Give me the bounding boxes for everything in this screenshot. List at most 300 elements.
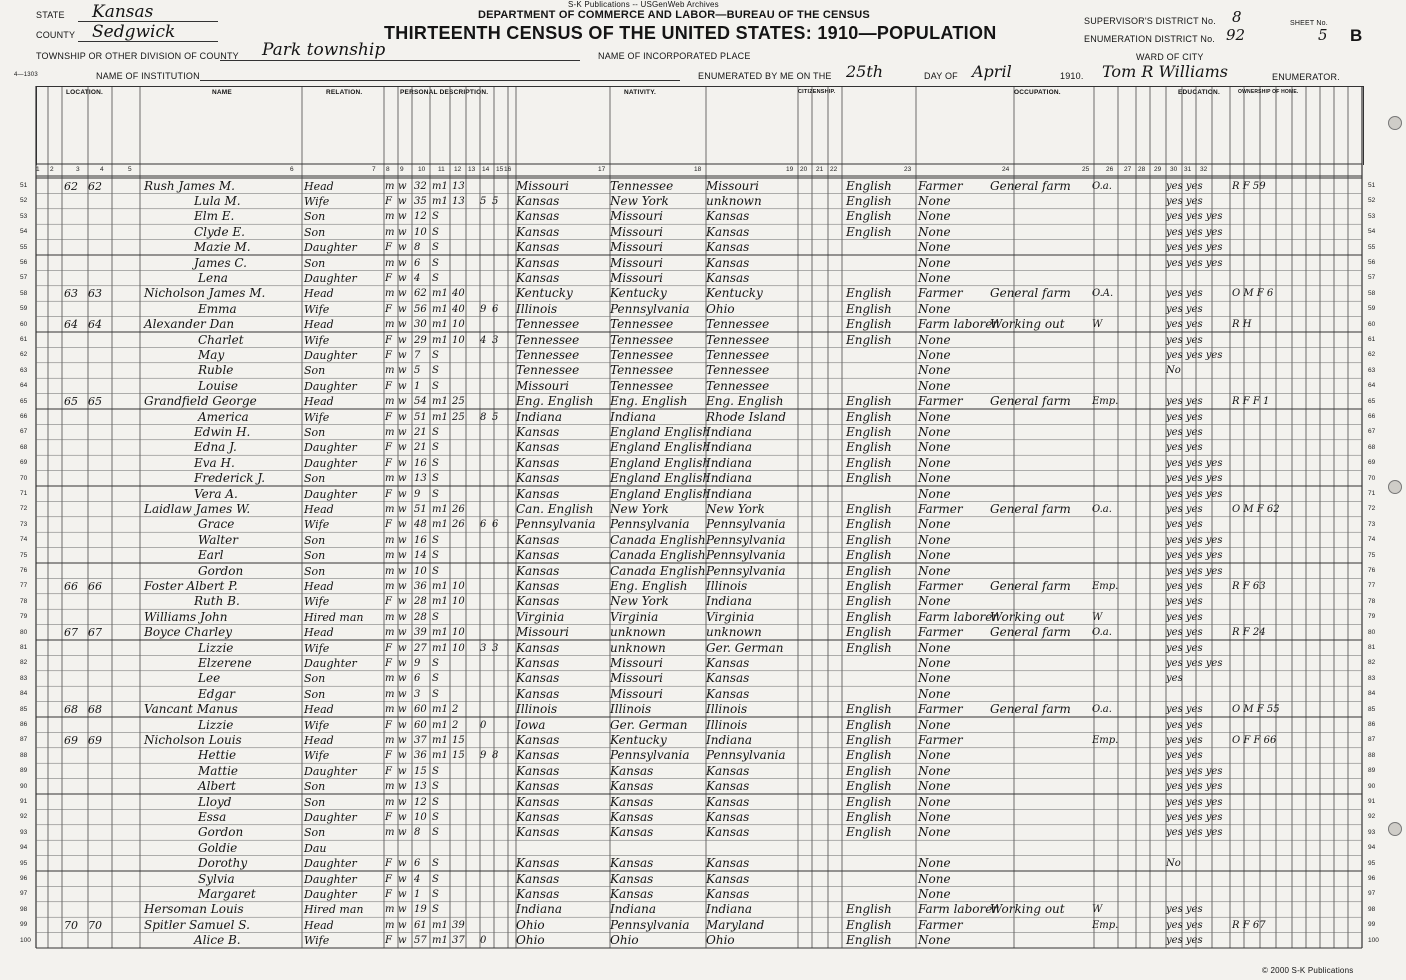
cell-age: 10: [414, 811, 427, 823]
line-number-left: 70: [20, 474, 28, 482]
cell-edu: yes yes: [1166, 719, 1203, 731]
cell-own: O M F 6: [1232, 288, 1274, 300]
incorporated-label: NAME OF INCORPORATED PLACE: [598, 51, 751, 61]
enumeration-day: 25th: [846, 62, 884, 81]
cell-pob: Kansas: [516, 424, 560, 439]
cell-yrs: 10: [452, 596, 465, 608]
cell-age: 21: [414, 426, 427, 438]
cell-own: R F 59: [1232, 180, 1266, 192]
cell-ms: S: [432, 226, 439, 238]
cell-name: Rush James M.: [144, 178, 235, 193]
cell-cls: Emp.: [1092, 580, 1119, 592]
cell-born: 4: [480, 334, 487, 346]
cell-rel: Son: [304, 826, 326, 840]
cell-ms: m1: [432, 750, 448, 762]
cell-race: w: [398, 796, 407, 808]
enumeration-month: April: [972, 62, 1012, 81]
cell-ms: S: [432, 565, 439, 577]
cell-rel: Son: [304, 687, 326, 701]
line-number-right: 85: [1368, 705, 1376, 713]
cell-edu: yes yes yes: [1166, 242, 1223, 254]
cell-liv: 5: [492, 411, 499, 423]
cell-age: 16: [414, 457, 427, 469]
line-number-left: 56: [20, 259, 28, 266]
census-title: THIRTEENTH CENSUS OF THE UNITED STATES: 1910—POPULATION: [384, 23, 997, 43]
cell-name: Edna J.: [194, 440, 237, 455]
cell-rel: Son: [304, 364, 326, 378]
cell-name: James C.: [194, 255, 247, 270]
cell-mpob: Kansas: [706, 871, 750, 886]
state-value: Kansas: [92, 2, 154, 22]
line-number-left: 67: [20, 428, 28, 436]
cell-ms: S: [432, 858, 439, 870]
cell-age: 6: [414, 858, 421, 870]
cell-pob: Kansas: [516, 270, 560, 285]
cell-sex: m: [385, 226, 395, 238]
cell-fpob: Kansas: [610, 809, 654, 824]
cell-ms: m1: [432, 180, 448, 192]
cell-occ: Farm laborer: [918, 902, 999, 917]
cell-name: Edgar: [198, 686, 236, 701]
cell-pob: Missouri: [516, 625, 569, 640]
cell-age: 10: [414, 226, 427, 238]
cell-ms: m1: [432, 596, 448, 608]
cell-race: w: [398, 519, 407, 531]
cell-occ: Farmer: [918, 501, 963, 516]
cell-pob: Missouri: [516, 178, 569, 193]
cell-race: w: [398, 257, 407, 269]
cell-race: w: [398, 473, 407, 485]
cell-age: 27: [414, 642, 427, 654]
column-number: 7: [372, 166, 376, 173]
cell-rel: Wife: [304, 595, 330, 609]
cell-edu: yes yes yes: [1166, 257, 1223, 269]
cell-sex: F: [385, 519, 392, 531]
cell-edu: yes yes yes: [1166, 211, 1223, 223]
cell-ms: S: [432, 811, 439, 823]
cell-occ: Farmer: [918, 625, 963, 640]
line-number-right: 82: [1368, 659, 1376, 667]
cell-lang: English: [846, 409, 892, 424]
cell-edu: yes yes yes: [1166, 827, 1223, 839]
cell-edu: yes yes yes: [1166, 781, 1223, 793]
cell-occ: Farmer: [918, 178, 963, 193]
cell-age: 6: [414, 257, 421, 269]
cell-age: 15: [414, 765, 427, 777]
cell-yrs: 25: [452, 396, 465, 408]
cell-rel: Son: [304, 225, 326, 239]
cell-pob: Kansas: [516, 763, 560, 778]
line-number-right: 73: [1368, 520, 1376, 528]
cell-lang: English: [846, 625, 892, 640]
cell-age: 1: [414, 380, 421, 392]
cell-fpob: Virginia: [610, 609, 659, 624]
cell-mpob: Kansas: [706, 655, 750, 670]
line-number-right: 75: [1368, 551, 1376, 559]
cell-rel: Daughter: [304, 379, 357, 393]
group-personal: PERSONAL DESCRIPTION.: [400, 89, 489, 96]
cell-edu: yes yes: [1166, 396, 1203, 408]
cell-lang: English: [846, 917, 892, 932]
cell-mpob: Kentucky: [706, 286, 763, 301]
cell-name: Grandfield George: [144, 394, 257, 409]
sheet-side: B: [1350, 26, 1363, 45]
cell-ms: S: [432, 380, 439, 392]
cell-fpob: Tennessee: [610, 332, 674, 347]
cell-rel: Head: [304, 626, 334, 640]
cell-ms: S: [432, 888, 439, 900]
line-number-left: 86: [20, 721, 28, 728]
cell-cls: O.a.: [1092, 704, 1112, 716]
cell-pob: Kansas: [516, 193, 560, 208]
cell-own: O M F 62: [1232, 503, 1280, 515]
cell-ms: m1: [432, 503, 448, 515]
cell-sex: F: [385, 272, 392, 284]
cell-rel: Daughter: [304, 810, 357, 824]
column-number: 2: [50, 166, 54, 173]
cell-pob: Eng. English: [516, 394, 594, 409]
cell-occ: None: [918, 809, 951, 824]
cell-lang: English: [846, 594, 892, 609]
line-number-left: 60: [20, 320, 28, 328]
cell-own: O F F 66: [1232, 734, 1277, 746]
cell-yrs: 37: [452, 935, 465, 947]
line-number-left: 93: [20, 828, 28, 836]
cell-lang: English: [846, 424, 892, 439]
cell-yrs: 13: [452, 195, 465, 207]
cell-sex: m: [385, 473, 395, 485]
line-number-left: 63: [20, 366, 28, 374]
cell-yrs: 25: [452, 411, 465, 423]
cell-mpob: Pennsylvania: [706, 748, 786, 763]
cell-rel: Hired man: [304, 903, 364, 917]
cell-pob: Kansas: [516, 732, 560, 747]
cell-name: Lee: [198, 671, 221, 686]
state-label: STATE: [36, 10, 65, 20]
cell-race: w: [398, 781, 407, 793]
cell-sex: m: [385, 796, 395, 808]
cell-sex: m: [385, 781, 395, 793]
line-number-left: 52: [20, 197, 28, 205]
cell-lang: English: [846, 193, 892, 208]
cell-lang: English: [846, 794, 892, 809]
cell-mpob: Kansas: [706, 856, 750, 871]
cell-pob: Tennessee: [516, 347, 580, 362]
cell-mpob: Kansas: [706, 794, 750, 809]
cell-fpob: England English: [610, 424, 711, 439]
cell-name: Eva H.: [194, 455, 235, 470]
cell-ms: m1: [432, 411, 448, 423]
cell-rel: Daughter: [304, 241, 357, 255]
cell-age: 62: [414, 288, 427, 300]
cell-born: 8: [480, 411, 487, 423]
cell-pob: Kansas: [516, 548, 560, 563]
column-number: 10: [418, 166, 426, 173]
cell-own: R F 63: [1232, 580, 1266, 592]
cell-occ: Farm laborer: [918, 609, 999, 624]
cell-pob: Kansas: [516, 871, 560, 886]
cell-mpob: Indiana: [706, 471, 753, 486]
cell-pob: Iowa: [516, 717, 546, 732]
cell-pob: Kansas: [516, 578, 560, 593]
line-number-left: 81: [20, 644, 28, 651]
cell-yrs: 40: [452, 288, 465, 300]
cell-sex: m: [385, 673, 395, 685]
cell-age: 21: [414, 442, 427, 454]
cell-ms: m1: [432, 734, 448, 746]
cell-pob: Kansas: [516, 655, 560, 670]
cell-fpob: Tennessee: [610, 378, 674, 393]
cell-edu: yes yes: [1166, 519, 1203, 531]
cell-fpob: Missouri: [610, 255, 663, 270]
cell-edu: yes yes yes: [1166, 226, 1223, 238]
cell-mpob: Tennessee: [706, 317, 770, 332]
cell-ms: m1: [432, 704, 448, 716]
column-number: 15: [496, 166, 504, 173]
cell-sex: m: [385, 319, 395, 331]
cell-mpob: Illinois: [706, 578, 748, 593]
cell-lang: English: [846, 394, 892, 409]
cell-sex: F: [385, 334, 392, 346]
line-number-right: 90: [1368, 782, 1376, 790]
cell-yrs: 10: [452, 319, 465, 331]
cell-rel: Daughter: [304, 271, 357, 285]
line-number-left: 97: [20, 890, 28, 898]
cell-sex: m: [385, 365, 395, 377]
line-number-left: 68: [20, 443, 28, 451]
cell-age: 19: [414, 904, 427, 916]
cell-age: 39: [414, 627, 427, 639]
cell-mpob: Ohio: [706, 301, 735, 316]
cell-race: w: [398, 719, 407, 731]
county-label: COUNTY: [36, 30, 76, 40]
cell-occ: None: [918, 594, 951, 609]
cell-yrs: 26: [452, 503, 465, 515]
cell-fam: 62: [88, 179, 102, 193]
cell-pob: Indiana: [516, 902, 563, 917]
cell-edu: yes yes: [1166, 611, 1203, 623]
cell-mpob: Illinois: [706, 717, 748, 732]
cell-lang: English: [846, 178, 892, 193]
cell-lang: English: [846, 732, 892, 747]
cell-yrs: 2: [452, 704, 459, 716]
cell-occ: Farmer: [918, 702, 963, 717]
cell-ind: Working out: [990, 317, 1065, 332]
line-number-left: 69: [20, 459, 28, 467]
line-number-left: 76: [20, 567, 28, 574]
cell-lang: English: [846, 902, 892, 917]
cell-fam: 65: [88, 395, 102, 409]
line-number-right: 74: [1368, 536, 1376, 544]
cell-pob: Kansas: [516, 671, 560, 686]
cell-rel: Daughter: [304, 872, 357, 886]
cell-mpob: Illinois: [706, 702, 748, 717]
cell-edu: yes yes: [1166, 919, 1203, 931]
cell-rel: Wife: [304, 749, 330, 763]
cell-occ: None: [918, 748, 951, 763]
cell-edu: yes yes yes: [1166, 765, 1223, 777]
line-number-right: 58: [1368, 289, 1376, 297]
cell-liv: 3: [492, 642, 499, 654]
cell-edu: yes yes yes: [1166, 534, 1223, 546]
enumerator-signature: Tom R Williams: [1102, 62, 1229, 81]
cell-pob: Tennessee: [516, 332, 580, 347]
cell-mpob: Kansas: [706, 779, 750, 794]
cell-race: w: [398, 457, 407, 469]
line-number-right: 59: [1368, 305, 1376, 313]
cell-occ: None: [918, 486, 951, 501]
line-number-left: 92: [20, 813, 28, 821]
cell-born: 6: [480, 519, 487, 531]
cell-lang: English: [846, 763, 892, 778]
cell-ms: S: [432, 488, 439, 500]
supervisor-label: SUPERVISOR'S DISTRICT No.: [1084, 16, 1216, 26]
line-number-left: 90: [20, 782, 28, 790]
cell-race: w: [398, 426, 407, 438]
cell-name: Mazie M.: [194, 240, 251, 255]
cell-pob: Kansas: [516, 240, 560, 255]
cell-mpob: Kansas: [706, 224, 750, 239]
cell-ms: S: [432, 873, 439, 885]
cell-occ: None: [918, 378, 951, 393]
cell-sex: m: [385, 704, 395, 716]
cell-name: Essa: [198, 809, 227, 824]
cell-name: Charlet: [198, 332, 244, 347]
cell-race: w: [398, 580, 407, 592]
line-number-left: 91: [20, 798, 28, 805]
line-number-left: 98: [20, 905, 28, 913]
cell-name: Elm E.: [194, 209, 235, 224]
cell-edu: yes yes: [1166, 442, 1203, 454]
cell-lang: English: [846, 317, 892, 332]
binder-hole-top: [1388, 116, 1402, 130]
cell-race: w: [398, 195, 407, 207]
line-number-left: 53: [20, 212, 28, 220]
cell-race: w: [398, 242, 407, 254]
cell-occ: None: [918, 763, 951, 778]
group-name: NAME: [212, 89, 232, 96]
cell-age: 36: [414, 750, 427, 762]
cell-sex: m: [385, 396, 395, 408]
cell-rel: Head: [304, 287, 334, 301]
cell-sex: m: [385, 580, 395, 592]
cell-yrs: 15: [452, 750, 465, 762]
cell-mpob: Rhode Island: [706, 409, 786, 424]
sheet-value: 5: [1318, 26, 1328, 44]
cell-rel: Head: [304, 502, 334, 516]
cell-race: w: [398, 873, 407, 885]
cell-yrs: 15: [452, 734, 465, 746]
cell-yrs: 10: [452, 334, 465, 346]
publisher-note: S-K Publications -- USGenWeb Archives: [568, 0, 719, 9]
cell-edu: yes yes yes: [1166, 657, 1223, 669]
cell-name: Gordon: [198, 563, 244, 578]
cell-cls: Emp.: [1092, 919, 1119, 931]
cell-pob: Tennessee: [516, 363, 580, 378]
cell-sex: m: [385, 534, 395, 546]
cell-mpob: Indiana: [706, 902, 753, 917]
cell-lang: English: [846, 640, 892, 655]
line-number-right: 64: [1368, 382, 1376, 390]
cell-fpob: Kansas: [610, 886, 654, 901]
cell-race: w: [398, 319, 407, 331]
cell-race: w: [398, 657, 407, 669]
cell-race: w: [398, 303, 407, 315]
cell-cls: W: [1092, 904, 1103, 916]
cell-fpob: England English: [610, 440, 711, 455]
cell-mpob: Kansas: [706, 886, 750, 901]
cell-lang: English: [846, 332, 892, 347]
cell-dw: 68: [64, 703, 78, 717]
cell-rel: Son: [304, 795, 326, 809]
cell-age: 8: [414, 827, 421, 839]
cell-age: 9: [414, 657, 421, 669]
cell-rel: Daughter: [304, 887, 357, 901]
line-number-right: 84: [1368, 690, 1376, 698]
cell-fpob: New York: [610, 594, 669, 609]
cell-lang: English: [846, 933, 892, 948]
cell-pob: Kansas: [516, 471, 560, 486]
cell-edu: yes yes: [1166, 734, 1203, 746]
cell-rel: Son: [304, 472, 326, 486]
cell-name: Lula M.: [194, 193, 241, 208]
line-number-left: 96: [20, 875, 28, 882]
cell-rel: Son: [304, 533, 326, 547]
cell-lang: English: [846, 517, 892, 532]
cell-mpob: Indiana: [706, 424, 753, 439]
cell-edu: No: [1166, 365, 1181, 377]
cell-mpob: Kansas: [706, 240, 750, 255]
cell-mpob: Kansas: [706, 270, 750, 285]
cell-fpob: Missouri: [610, 270, 663, 285]
cell-age: 13: [414, 781, 427, 793]
cell-rel: Son: [304, 672, 326, 686]
line-number-right: 71: [1368, 490, 1376, 497]
cell-mpob: Pennsylvania: [706, 517, 786, 532]
cell-fam: 70: [88, 918, 102, 932]
line-number-left: 79: [20, 613, 28, 621]
cell-rel: Daughter: [304, 441, 357, 455]
cell-name: Lizzie: [198, 640, 234, 655]
line-number-right: 69: [1368, 459, 1376, 467]
cell-sex: F: [385, 596, 392, 608]
cell-name: Alice B.: [194, 933, 241, 948]
line-number-left: 59: [20, 305, 28, 313]
cell-race: w: [398, 811, 407, 823]
cell-rel: Wife: [304, 518, 330, 532]
group-ownership: OWNERSHIP OF HOME.: [1238, 89, 1299, 95]
line-number-right: 55: [1368, 243, 1376, 251]
column-number: 14: [482, 166, 490, 173]
cell-occ: None: [918, 363, 951, 378]
column-number: 8: [386, 166, 390, 173]
cell-name: Laidlaw James W.: [144, 501, 251, 516]
cell-fpob: Missouri: [610, 686, 663, 701]
group-citizenship: CITIZENSHIP.: [798, 89, 836, 95]
cell-race: w: [398, 488, 407, 500]
cell-sex: F: [385, 873, 392, 885]
cell-name: Ruth B.: [194, 594, 240, 609]
cell-lang: English: [846, 532, 892, 547]
cell-sex: m: [385, 257, 395, 269]
cell-race: w: [398, 211, 407, 223]
line-number-left: 95: [20, 859, 28, 867]
cell-lang: English: [846, 563, 892, 578]
cell-rel: Wife: [304, 302, 330, 316]
cell-race: w: [398, 534, 407, 546]
cell-liv: 5: [492, 195, 499, 207]
cell-age: 60: [414, 719, 427, 731]
